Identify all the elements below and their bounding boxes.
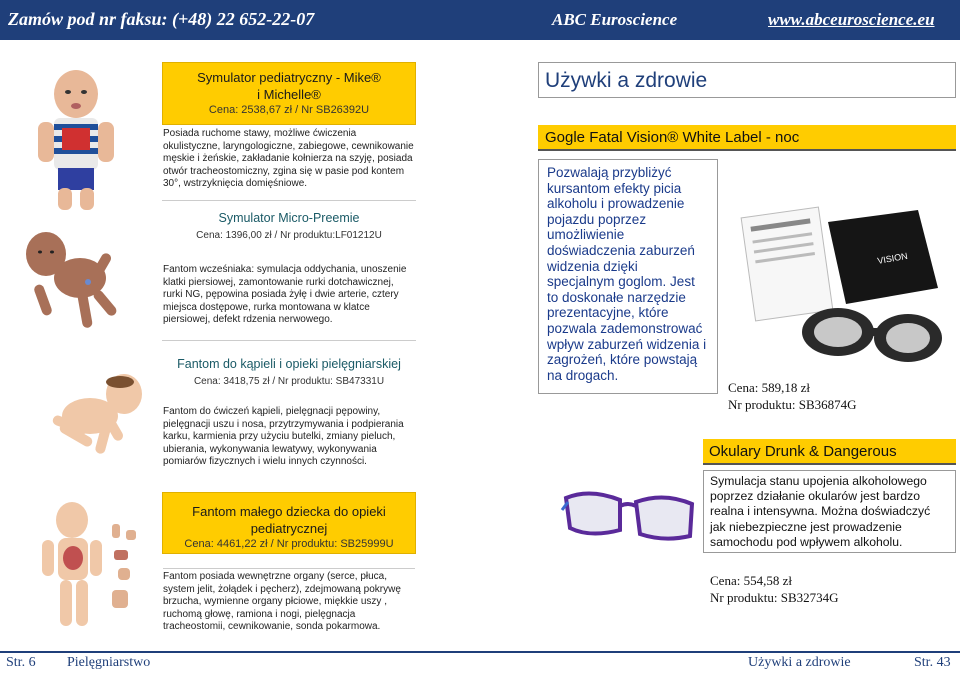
footer-line <box>0 651 960 653</box>
drunk-glasses-image <box>560 480 700 560</box>
section-title-box <box>538 62 956 98</box>
goggles-price-block <box>728 379 857 413</box>
glasses-product-no: Nr produktu: SB32734G <box>710 590 839 605</box>
glasses-title: Okulary Drunk & Dangerous <box>709 443 897 460</box>
product-header-pediatric <box>162 492 416 554</box>
product-name-cont: pediatrycznej <box>250 521 328 536</box>
brand-name: ABC Euroscience <box>552 10 678 29</box>
glasses-price-block <box>710 572 839 606</box>
micro-preemie-image <box>18 222 128 342</box>
divider <box>162 340 416 341</box>
product-description: Fantom do ćwiczeń kąpieli, pielęgnacji pępowiny, pielęgnacji uszu i nosa, przytrzymywania i podpierania karku, karmienia przy użyciu butelki, zmiany pieluch, ubierania, wykonywania lewatywy, wykonywania pomiarów fizycznych i wielu innych czynności. <box>163 406 404 468</box>
left-page-number: Str. 6 <box>6 655 36 670</box>
fax-order-text: Zamów pod nr faksu: (+48) 22 652-22-07 <box>8 9 315 29</box>
product-description: Fantom wcześniaka: symulacja oddychania, unoszenie klatki piersiowej, zamontowanie rurki dotchawicznej, rurki NG, pępowina posiada żyłę i dwie arterie, cztery miejsca dostępowe, rurka montowana w klatce piersiowej, defekt rdzenia nerwowego. <box>163 264 407 326</box>
product-price: Cena: 1396,00 zł / Nr produktu:LF01212U <box>196 230 382 241</box>
product-price: Cena: 3418,75 zł / Nr produktu: SB47331U <box>193 376 385 387</box>
right-section-name: Używki a zdrowie <box>748 655 851 670</box>
goggles-image <box>728 192 954 380</box>
goggles-price: Cena: 589,18 zł <box>728 380 810 395</box>
goggles-title: Gogle Fatal Vision® White Label - noc <box>545 129 800 146</box>
product-header-mike <box>162 62 416 125</box>
product-price: Cena: 2538,67 zł / Nr SB26392U <box>208 104 370 116</box>
product-description: Fantom posiada wewnętrzne organy (serce, płuca, system jelit, żołądek i pęcherz), zdejmowaną pokrywę brzucha, wymienne organy płciowe, miękkie uszy , ruchomą głowę, ramiona i nogi, pielęgnacja tracheostomii, cewnikowanie, sonda pokarmowa. <box>163 568 415 634</box>
goggles-description: Pozwalają przybliżyć kursantom efekty picia alkoholu i prowadzenie pojazdu poprzez umożliwienie doświadczenia zaburzeń widzenia dzięki specjalnym goglom. Jest to doskonałe narzędzie prezentacyjne, które pozwala zademonstrować wpływ zaburzeń widzenia i zagrożeń, które powstają na drogach. <box>538 159 718 394</box>
product-title-micro-preemie: Symulator Micro-Preemie <box>218 211 360 225</box>
bathing-manikin-image <box>38 372 148 472</box>
product-name-cont: i Michelle® <box>257 87 321 102</box>
header-bar <box>0 0 960 40</box>
pediatric-care-manikin-image <box>28 500 148 640</box>
mike-simulator-image <box>18 64 138 214</box>
website-link[interactable]: www.abceuroscience.eu <box>768 10 935 29</box>
goggles-title-bar <box>538 125 956 151</box>
product-price: Cena: 4461,22 zł / Nr produktu: SB25999U <box>184 538 394 550</box>
glasses-title-bar <box>703 439 956 465</box>
product-name: Fantom małego dziecka do opieki <box>192 504 386 519</box>
left-section-name: Pielęgniarstwo <box>67 655 151 670</box>
glasses-price: Cena: 554,58 zł <box>710 573 792 588</box>
svg-text:VISION: VISION <box>876 250 909 266</box>
product-name: Symulator pediatryczny - Mike® <box>197 70 381 85</box>
product-description: Posiada ruchome stawy, możliwe ćwiczenia okulistyczne, laryngologiczne, zabiegowe, cewnikowanie męskie i żeńskie, zakładanie kołnierza na szyję, posiada otwór tracheostomiczny, zgina się w pasie pod kontem 30°, wstrzyknięcia domięśniowe. <box>163 128 414 190</box>
section-title: Używki a zdrowie <box>545 69 708 92</box>
right-page-number: Str. 43 <box>914 655 951 670</box>
glasses-description: Symulacja stanu upojenia alkoholowego poprzez działanie okularów jest bardzo realna i intensywna. Można doświadczyć jak niebezpieczne jest prowadzenie samochodu pod wpływem alkoholu. <box>703 470 956 553</box>
divider <box>162 200 416 201</box>
product-title-bathing: Fantom do kąpieli i opieki pielęgniarskiej <box>177 357 401 371</box>
goggles-product-no: Nr produktu: SB36874G <box>728 397 857 412</box>
